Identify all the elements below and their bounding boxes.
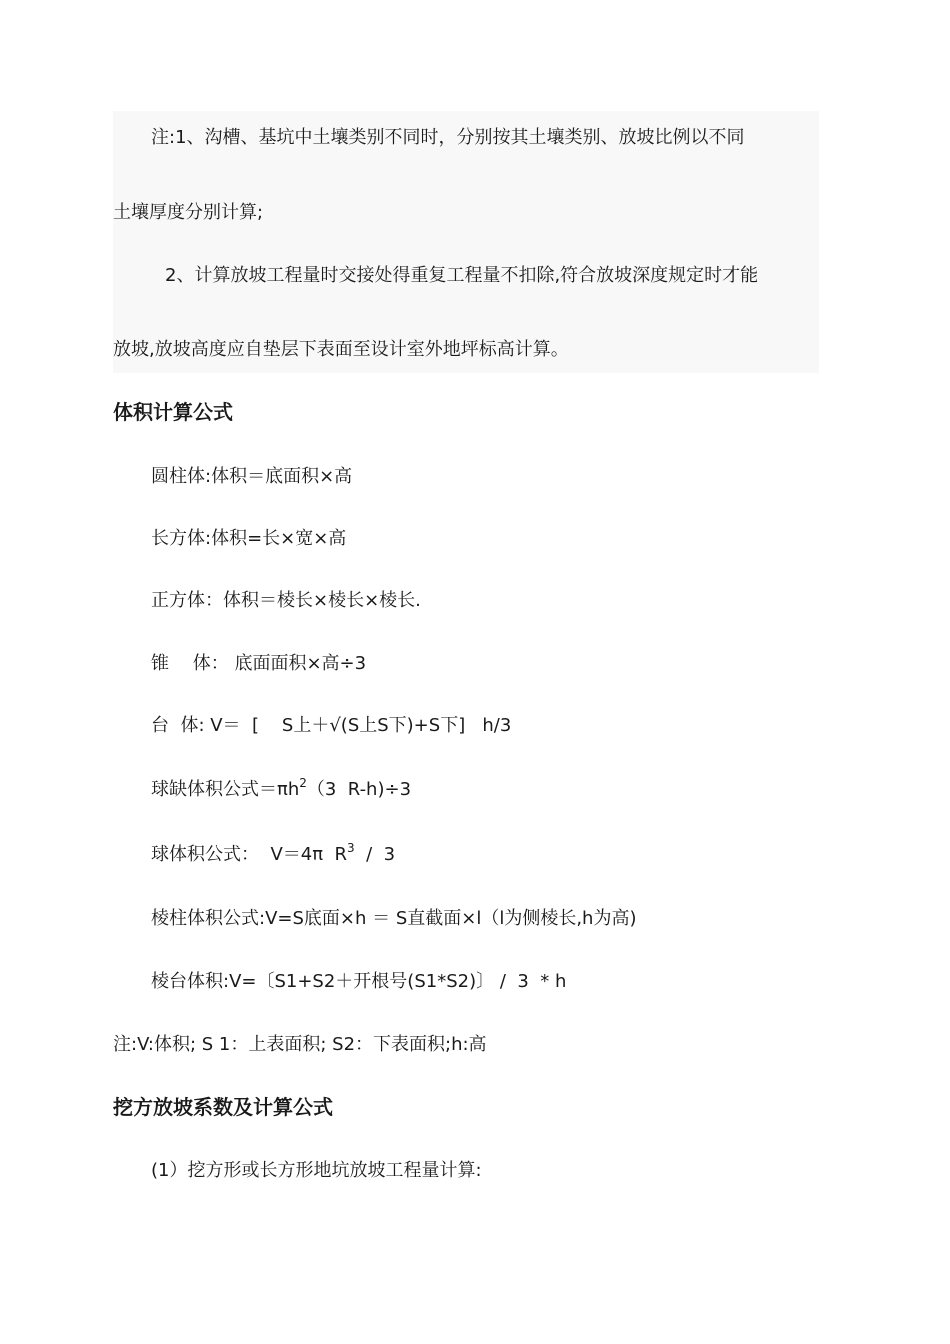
cap-text: 球缺体积公式＝πh: [151, 779, 300, 800]
heading-volume-formulas: 体积计算公式: [113, 400, 233, 424]
heading-excavation: 挖方放坡系数及计算公式: [113, 1095, 333, 1119]
formula-spherical-cap: [151, 778, 411, 802]
cap-text-rest: （3 R-h)÷3: [306, 779, 412, 800]
volume-note: 注:V:体积; S 1：上表面积; S2：下表面积;h:高: [113, 1034, 487, 1055]
cap-exponent: 2: [299, 776, 307, 790]
note-line-3: 2、计算放坡工程量时交接处得重复工程量不扣除,符合放坡深度规定时才能: [165, 265, 759, 286]
formula-prism: 棱柱体积公式:V=S底面×h ＝ S直截面×l（l为侧棱长,h为高): [151, 908, 637, 929]
sphere-text-rest: / 3: [354, 844, 396, 865]
formula-sphere: [151, 843, 395, 867]
excavation-item-1: (1）挖方形或长方形地坑放坡工程量计算:: [151, 1160, 482, 1181]
sphere-exponent: 3: [347, 841, 355, 855]
formula-frustum: 台 体: V＝ [ S上＋√(S上S下)+S下] h/3: [151, 715, 512, 736]
formula-cone: 锥 体： 底面面积×高÷3: [151, 653, 367, 674]
note-line-4: 放坡,放坡高度应自垫层下表面至设计室外地坪标高计算。: [113, 339, 569, 360]
formula-cube: 正方体：体积＝棱长×棱长×棱长.: [151, 590, 421, 611]
note-line-2: 土壤厚度分别计算;: [113, 202, 264, 223]
note-block: [113, 111, 819, 373]
formula-prismoid: 棱台体积:V=〔S1+S2＋开根号(S1*S2)〕 / 3 * h: [151, 971, 567, 992]
formula-cuboid: 长方体:体积=长×宽×高: [151, 528, 347, 549]
note-line-1: 注:1、沟槽、基坑中土壤类别不同时，分别按其土壤类别、放坡比例以不同: [151, 127, 745, 148]
formula-cylinder: 圆柱体:体积＝底面积×高: [151, 466, 353, 487]
sphere-text: 球体积公式： V＝4π R: [151, 844, 347, 865]
